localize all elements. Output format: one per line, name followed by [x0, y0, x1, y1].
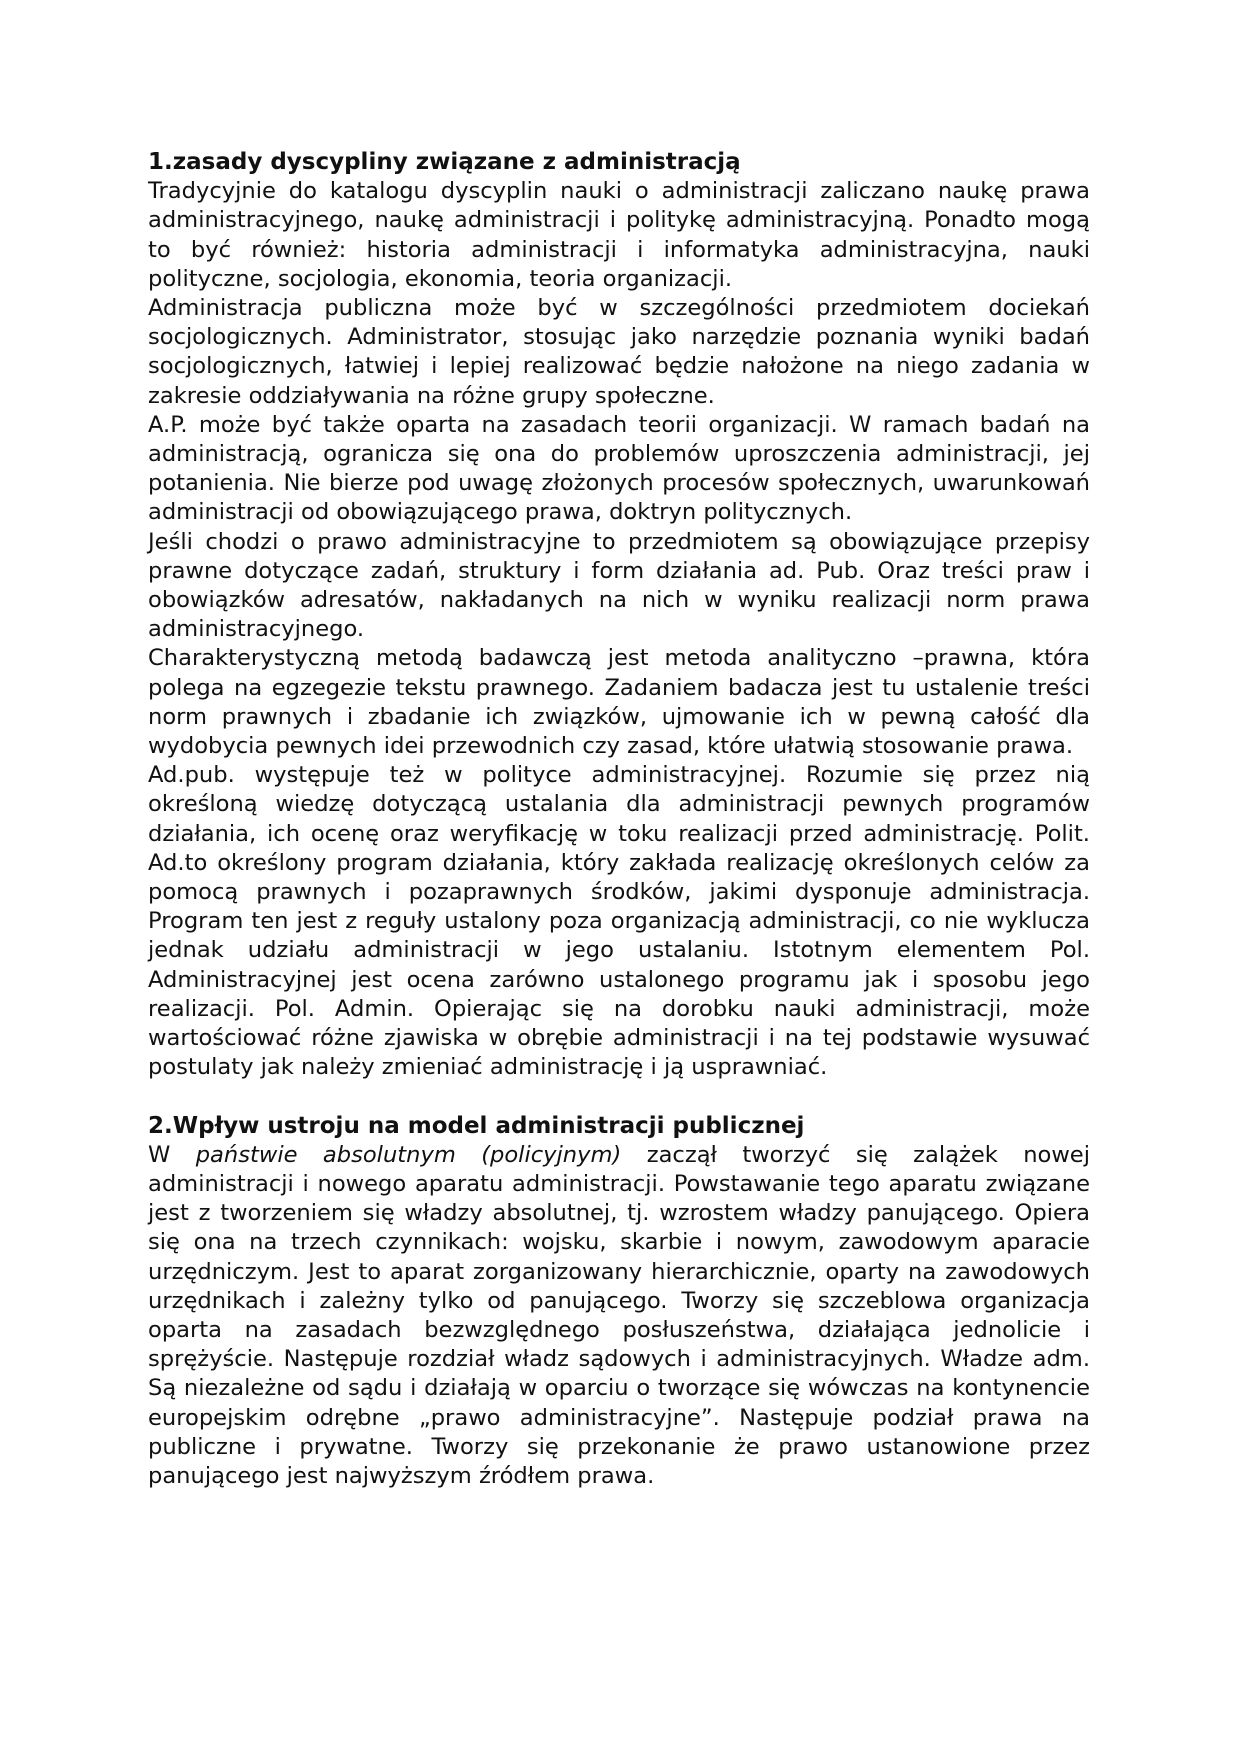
section-1-paragraph-5: Charakterystyczną metodą badawczą jest metoda analityczno –prawna, która polega na egzegezie tekstu prawnego. Zadaniem badacza jest tu ustalenie treści norm prawnych i zbadanie ich związków, ujmowanie ich w pewną całość dla wydobycia pewnych idei przewodnich czy zasad, które ułatwią stosowanie prawa. — [148, 645, 1090, 760]
section-2-paragraph-1 — [148, 1141, 1090, 1491]
section-1-paragraph-4: Jeśli chodzi o prawo administracyjne to przedmiotem są obowiązujące przepisy prawne dotyczące zadań, struktury i form działania ad. Pub. Oraz treści praw i obowiązków adresatów, nakładanych na nich w wyniku realizacji norm prawa administracyjnego. — [148, 528, 1090, 643]
section-2-body-text: zaczął tworzyć się zalążek nowej administracji i nowego aparatu administracji. Powstawanie tego aparatu związane jest z tworzeniem się władzy absolutnej, tj. wzrostem władzy panującego. Opiera się ona na trzech czynnikach: wojsku, skarbie i nowym, zawodowym aparacie urzędniczym. Jest to aparat zorganizowany hierarchicznie, oparty na zawodowych urzędnikach i zależny tylko od panującego. Tworzy się szczeblowa organizacja oparta na zasadach bezwzględnego posłuszeństwa, działająca jednolicie i sprężyście. Następuje rozdział władz sądowych i administracyjnych. Władze adm. Są niezależne od sądu i działają w oparciu o tworzące się wówczas na kontynencie europejskim odrębne „prawo administracyjne”. Następuje podział prawa na publiczne i prywatne. Tworzy się przekonanie że prawo ustanowione przez panującego jest najwyższym źródłem prawa. — [148, 1141, 1090, 1489]
document-page — [148, 148, 1090, 1491]
section-2-italic-phrase: państwie absolutnym (policyjnym) — [195, 1141, 622, 1168]
section-1-paragraph-2: Administracja publiczna może być w szczególności przedmiotem dociekań socjologicznych. Administrator, stosując jako narzędzie poznania wyniki badań socjologicznych, łatwiej i lepiej realizować będzie nałożone na niego zadania w zakresie oddziaływania na różne grupy społeczne. — [148, 295, 1090, 409]
section-2-intro-w: W — [148, 1141, 196, 1168]
section-1-paragraph-6: Ad.pub. występuje też w polityce administracyjnej. Rozumie się przez nią określoną wiedzę dotyczącą ustalania dla administracji pewnych programów działania, ich ocenę oraz weryfikację w toku realizacji przed administrację. Polit. Ad.to określony program działania, który zakłada realizację określonych celów za pomocą prawnych i pozaprawnych środków, jakimi dysponuje administracja. Program ten jest z reguły ustalony poza organizacją administracji, co nie wyklucza jednak udziału administracji w jego ustalaniu. Istotnym elementem Pol. Administracyjnej jest ocena zarówno ustalonego programu jak i sposobu jego realizacji. Pol. Admin. Opierając się na dorobku nauki administracji, może wartościować różne zjawiska w obrębie administracji i na tej podstawie wysuwać postulaty jak należy zmieniać administrację i ją usprawniać. — [148, 762, 1090, 1081]
section-2-heading: 2.Wpływ ustroju na model administracji publicznej — [148, 1112, 805, 1139]
section-1-paragraph-3: A.P. może być także oparta na zasadach teorii organizacji. W ramach badań na administracją, ogranicza się ona do problemów uproszczenia administracji, jej potanienia. Nie bierze pod uwagę złożonych procesów społecznych, uwarunkowań administracji od obowiązującego prawa, doktryn politycznych. — [148, 411, 1090, 526]
section-1-heading: 1.zasady dyscypliny związane z administracją — [148, 149, 741, 175]
section-1-paragraph-1: Tradycyjnie do katalogu dyscyplin nauki o administracji zaliczano naukę prawa administracyjnego, naukę administracji i politykę administracyjną. Ponadto mogą to być również: historia administracji i informatyka administracyjna, nauki polityczne, socjologia, ekonomia, teoria organizacji. — [148, 178, 1090, 292]
section-spacer — [148, 1083, 1090, 1112]
